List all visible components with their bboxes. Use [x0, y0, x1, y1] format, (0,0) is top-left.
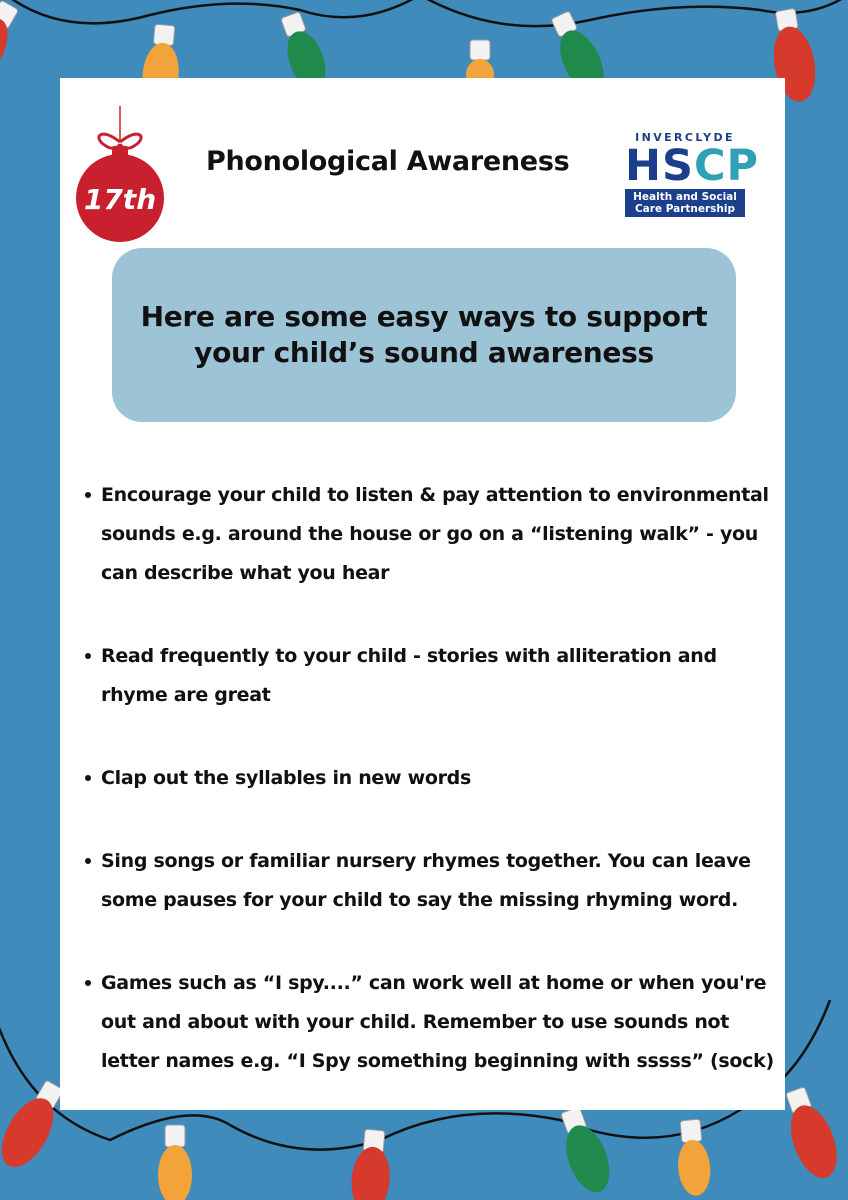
tip-item: Read frequently to your child - stories with alliteration and rhyme are great: [82, 637, 782, 715]
logo-subtitle-line2: Care Partnership: [634, 203, 736, 215]
day-badge: 17th: [83, 183, 157, 216]
tip-item: Games such as “I spy....” can work well at home or when you're out and about with your child. Remember to use sounds not letter names e.g. “I Spy something beginning with sssss” (sock): [82, 964, 782, 1081]
bauble-ornament-icon: [70, 106, 170, 246]
tip-item: Clap out the syllables in new words: [82, 759, 782, 798]
logo-hs: HS: [625, 141, 694, 191]
intro-callout: [112, 248, 736, 422]
tip-item: Sing songs or familiar nursery rhymes together. You can leave some pauses for your child to say the missing rhyming word.: [82, 842, 782, 920]
logo-inverclyde: INVERCLYDE: [635, 131, 735, 144]
hscp-logo: [625, 131, 760, 224]
tips-list: [82, 476, 782, 1081]
logo-hscp: [625, 141, 760, 191]
page-title: Phonological Awareness: [206, 146, 570, 177]
content-card: [60, 78, 785, 1110]
intro-callout-text: Here are some easy ways to support your child’s sound awareness: [140, 300, 708, 369]
logo-cp: CP: [693, 141, 760, 191]
logo-subtitle: [625, 189, 745, 217]
logo-subtitle-line1: Health and Social: [633, 191, 737, 203]
tip-item: Encourage your child to listen & pay attention to environmental sounds e.g. around the house or go on a “listening walk” - you can describe what you hear: [82, 476, 782, 593]
